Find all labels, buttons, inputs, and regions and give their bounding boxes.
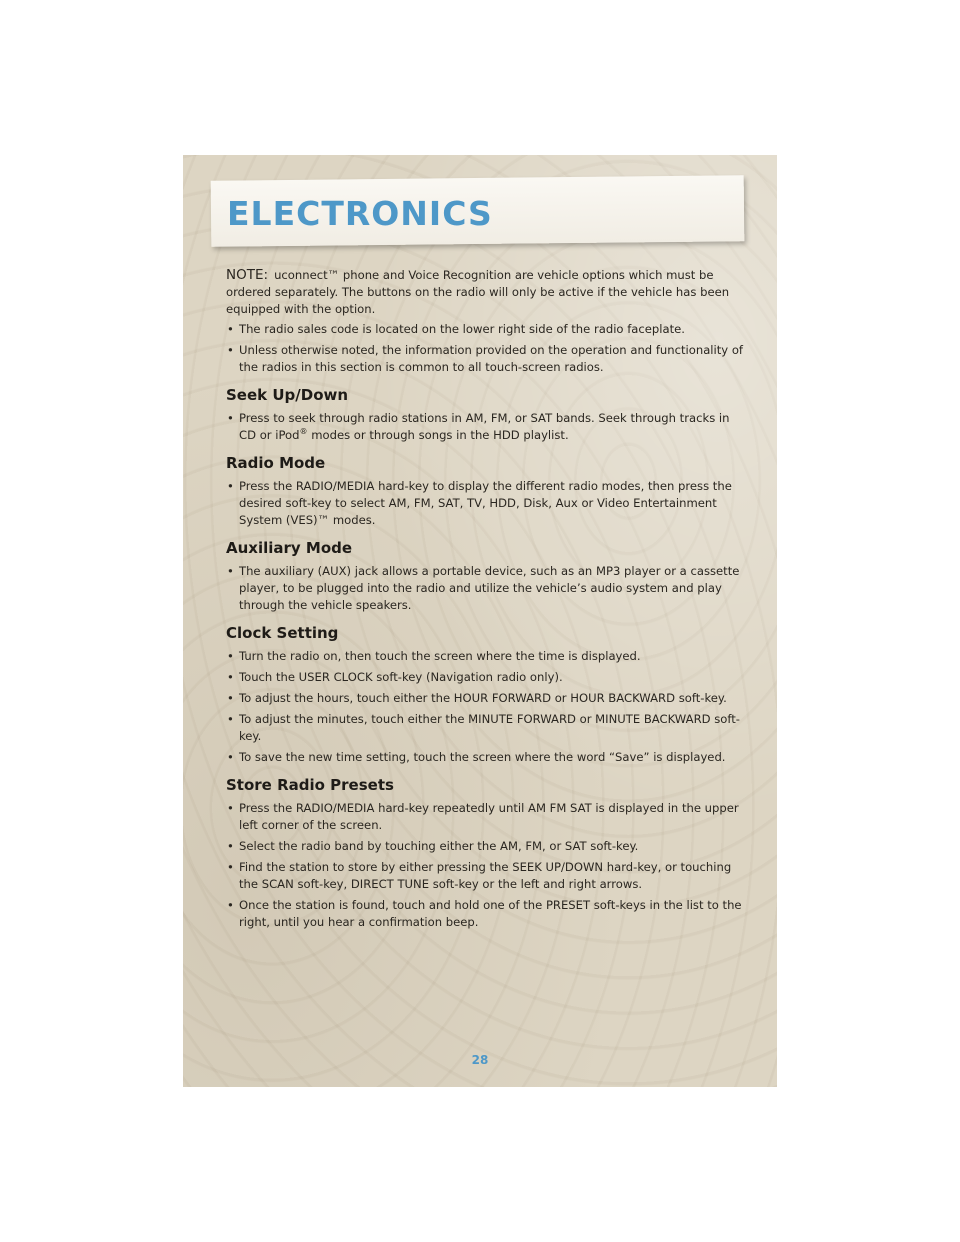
list-item [226, 410, 746, 444]
list-item: • The radio sales code is located on the lower right side of the radio faceplate. [226, 321, 746, 338]
seek-text-part1: Press to seek through radio stations in AM, FM, or SAT bands. Seek through tracks in CD or iPod [239, 411, 730, 442]
note-text: uconnect™ phone and Voice Recognition are vehicle options which must be ordered separately. The buttons on the radio will only be active if the vehicle has been equipped with the option. [226, 268, 730, 316]
page-content [226, 267, 746, 935]
clock-bullet-list [226, 648, 746, 766]
list-item: • The auxiliary (AUX) jack allows a portable device, such as an MP3 player or a cassette player, to be plugged into the radio and utilize the vehicle’s audio system and play through the vehicle speakers. [226, 563, 746, 614]
section-heading-radio-mode: Radio Mode [226, 454, 326, 472]
seek-bullet-list [226, 410, 746, 444]
list-item: • Press the RADIO/MEDIA hard-key to display the different radio modes, then press the desired soft-key to select AM, FM, SAT, TV, HDD, Disk, Aux or Video Entertainment System (VES)™ modes. [226, 478, 746, 529]
presets-bullet-list [226, 800, 746, 931]
note-label: NOTE: [226, 267, 269, 283]
page-title: ELECTRONICS [227, 194, 493, 233]
list-item: • Once the station is found, touch and hold one of the PRESET soft-keys in the list to the right, until you hear a confirmation beep. [226, 897, 746, 931]
seek-text-part2: modes or through songs in the HDD playlist. [307, 428, 569, 442]
registered-mark: ® [299, 427, 308, 437]
section-heading-auxiliary-mode: Auxiliary Mode [226, 539, 353, 557]
list-item: • Unless otherwise noted, the information provided on the operation and functionality of the radios in this section is common to all touch-screen radios. [226, 342, 746, 376]
list-item: • Select the radio band by touching either the AM, FM, or SAT soft-key. [226, 838, 746, 855]
note-paragraph [226, 267, 746, 318]
list-item: • Turn the radio on, then touch the screen where the time is displayed. [226, 648, 746, 665]
list-item: • Touch the USER CLOCK soft-key (Navigation radio only). [226, 669, 746, 686]
list-item: • To adjust the minutes, touch either the MINUTE FORWARD or MINUTE BACKWARD soft-key. [226, 711, 746, 745]
page-number: 28 [471, 1053, 489, 1067]
intro-bullet-list [226, 321, 746, 376]
section-heading-store-radio-presets: Store Radio Presets [226, 776, 394, 794]
list-item: • Press the RADIO/MEDIA hard-key repeatedly until AM FM SAT is displayed in the upper left corner of the screen. [226, 800, 746, 834]
section-heading-clock-setting: Clock Setting [226, 624, 339, 642]
list-item: • To save the new time setting, touch the screen where the word “Save” is displayed. [226, 749, 746, 766]
radio-mode-bullet-list [226, 478, 746, 529]
list-item: • To adjust the hours, touch either the HOUR FORWARD or HOUR BACKWARD soft-key. [226, 690, 746, 707]
auxiliary-bullet-list [226, 563, 746, 614]
section-heading-seek: Seek Up/Down [226, 386, 349, 404]
list-item: • Find the station to store by either pressing the SEEK UP/DOWN hard-key, or touching the SCAN soft-key, DIRECT TUNE soft-key or the left and right arrows. [226, 859, 746, 893]
manual-page [183, 155, 777, 1087]
